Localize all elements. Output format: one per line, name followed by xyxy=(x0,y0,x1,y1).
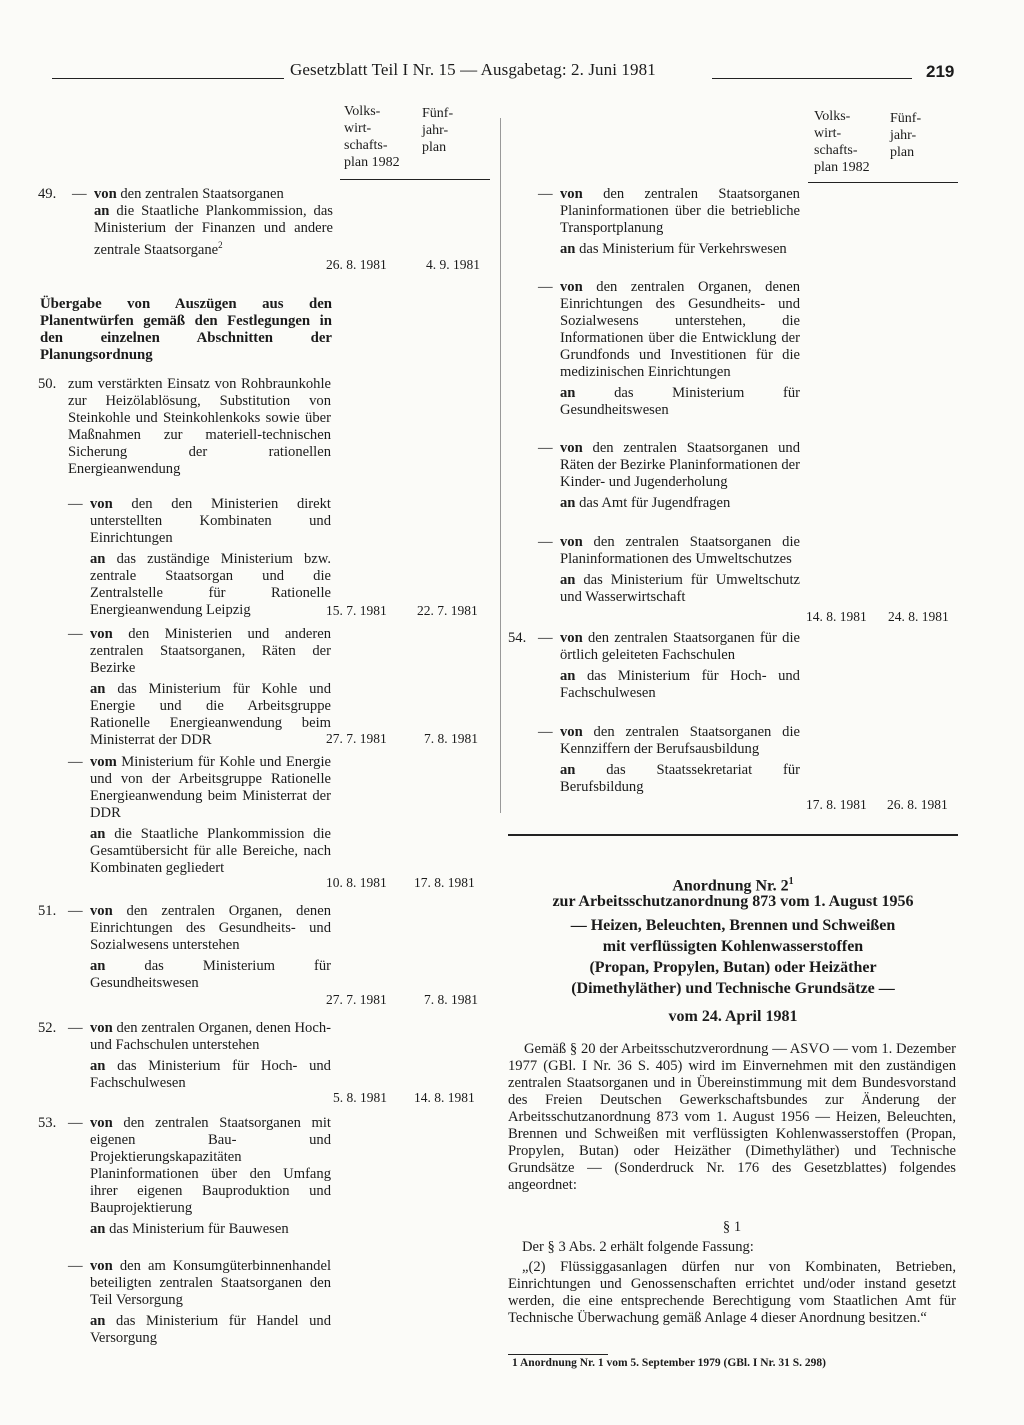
entry-50-sub-2: — von den Ministerien und anderen zentralen Staatsorganen, Räten der Bezirke an das Ministerium für Kohle und Energie und die Arbeitsgruppe Rationelle Energieanwendung beim Ministerrat der DDR xyxy=(68,626,332,748)
ordinance-date: vom 24. April 1981 xyxy=(668,1008,798,1025)
entry-53-sub-5: — von den zentralen Staatsorganen und Räten der Bezirke Planinformationen der Kinder- und Jugenderholung an das Amt für Jugendfragen xyxy=(538,440,800,511)
page-header-title: Gesetzblatt Teil I Nr. 15 — Ausgabetag: 2. Juni 1981 xyxy=(290,60,656,79)
column-divider xyxy=(500,118,501,813)
ordinance-intro: Gemäß § 20 der Arbeitsschutzverordnung — ASVO — vom 1. Dezember 1977 (GBl. I Nr. 36 S. 405) wird im Einvernehmen mit den zuständigen zentralen Staatsorganen und in Übereinstimmung mit dem Bundesvorstand des Freien Deutschen Gewerkschaftsbundes zur Änderung der Arbeitsschutzanordnung 873 vom 1. August 1956 — Heizen, Beleuchten, Brennen und Schweißen mit verflüssigten Kohlenwasserstoffen (Propan, Propylen, Butan) oder Heizäther (Dimethyläther) und Technische Grundsätze — (Sonderdruck Nr. 176 des Gesetzblattes) folgendes angeordnet: xyxy=(508,1041,956,1193)
ordinance-title-6: (Dimethyläther) und Technische Grundsätze — xyxy=(571,980,895,997)
ordinance-title-1: Anordnung Nr. $2^1$ xyxy=(672,876,794,895)
amendment-text: „(2) Flüssiggasanlagen dürfen nur von Kombinaten, Betrieben, Einrichtungen und Genossenschaften errichtet und/oder instand gesetzt werden, die eine entsprechende Berechtigung vom Staatlichen Amt für Technische Überwachung gemäß Anlage 4 dieser Anordnung besitzen.“ xyxy=(508,1259,956,1326)
entry-53-sub-4: — von den zentralen Organen, denen Einrichtungen des Gesundheits- und Sozialwesens unterstehen, die Informationen über die Entwicklung der Grundfonds und Investitionen für die medizinischen Einrichtungen an das Ministerium für Gesundheitswesen xyxy=(538,279,800,418)
ordinance-title-2: zur Arbeitsschutzanordnung 873 vom 1. August 1956 xyxy=(552,893,914,910)
entry-54: 54. — von den zentralen Staatsorganen für die örtlich geleiteten Fachschulen an das Ministerium für Hoch- und Fachschulwesen xyxy=(508,630,800,701)
column-header-volkswirtschaftsplan: Volks- wirt- schafts- plan 1982 xyxy=(344,104,400,170)
ordinance-title-5: (Propan, Propylen, Butan) oder Heizäther xyxy=(589,959,877,976)
entry-53-sub-3: — von den zentralen Staatsorganen Planinformationen über die betriebliche Transportplanung an das Ministerium für Verkehrswesen xyxy=(538,186,800,257)
amendment-intro: Der § 3 Abs. 2 erhält folgende Fassung: xyxy=(522,1239,754,1255)
entry-52: 52. — von den zentralen Organen, denen Hoch- und Fachschulen unterstehen an das Ministerium für Hoch- und Fachschulwesen xyxy=(38,1020,331,1091)
column-header-rule-left xyxy=(340,179,490,180)
entry-53-sub-2: — von den am Konsumgüterbinnenhandel beteiligten zentralen Staatsorganen den Teil Versorgung an das Ministerium für Handel und Versorgung xyxy=(68,1258,331,1346)
entry-51: 51. — von den zentralen Organen, denen Einrichtungen des Gesundheits- und Sozialwesens unterstehen an das Ministerium für Gesundheitswesen xyxy=(38,903,331,991)
entry-53-sub-6: — von den zentralen Staatsorganen die Planinformationen des Umweltschutzes an das Ministerium für Umweltschutz und Wasserwirtschaft xyxy=(538,534,800,605)
page-number: 219 xyxy=(926,62,955,81)
paragraph-sign: § 1 xyxy=(722,1219,742,1235)
section-divider xyxy=(508,834,958,836)
entry-53: 53. — von den zentralen Staatsorganen mit eigenen Bau- und Projektierungskapazitäten Planinformationen über den Umfang ihrer eigenen Bauproduktion und Bauprojektierung an das Ministerium für Bauwesen xyxy=(38,1115,331,1237)
gazette-page: Gesetzblatt Teil I Nr. 15 — Ausgabetag: 2. Juni 1981 219 Volks- wirt- schafts- plan 1982 Fünf- jahr- plan Volks- wirt- schafts- plan 1982 Fünf- jahr- plan 49. — von den zentralen Staatsorganen an die Staatliche Plankommission, das Ministerium der Finanzen und andere zentrale Staatsorgane$^2$ 26. 8. 1981 4. 9. 1981 Übergabe von Auszügen aus den Planentwürfen gemäß den Festlegungen in den einzelnen Abschnitten der Planungsordnung 50. zum verstärkten Einsatz von Rohbraunkohle zur Heizölablösung, Substitution von Steinkohle und Steinkohlenkoks sowie über Maßnahmen zur materiell-technischen Sicherung der rationellen Energieanwendung — von den den Ministerien direkt unterstellten Kombinaten und Einrichtungen an das zuständige Ministerium bzw. zentrale Staatsorgan und die Zentralstelle für Rationelle Energieanwendung Leipzig 15. 7. 1981 22. 7. 1981 — von den Ministerien und anderen zentralen Staatsorganen, Räten der Bezirke an das Ministerium für Kohle und Energie und die Arbeitsgruppe Rationelle Energieanwendung beim Ministerrat der DDR 27. 7. 1981 7. 8. 1981 — vom Ministerium für Kohle und Energie und von der Arbeitsgruppe Rationelle Energieanwendung beim Ministerrat der DDR an die Staatliche Plankommission die Gesamtübersicht für alle Bereiche, nach Kombinaten gegliedert 10. 8. 1981 17. 8. 1981 51. — von den zentralen Organen, denen Einrichtungen des Gesundheits- und Sozialwesens unterstehen an das Ministerium für Gesundheitswesen 27. 7. 1981 7. 8. 1981 52. — von den zentralen Organen, denen Hoch- und Fachschulen unterstehen an das Ministerium für Hoch- und Fachschulwesen 5. 8. 1981 14. 8. 1981 53. — von den zentralen Staatsorganen mit eigenen Bau- und Projektierungskapazitäten Planinformationen über den Umfang ihrer eigenen Bauproduktion und Bauprojektierung an das Ministerium für Bauwesen — von den am Konsumgüterbinnenhandel beteiligten zentralen Staatsorganen den Teil Versorgung an das Ministerium für Handel und Versorgung — von den zentralen Staatsorganen Planinformationen über die betriebliche Transportplanung an das Ministerium für Verkehrswesen — von den zentralen Organen, denen Einrichtungen des Gesundheits- und Sozialwesens unterstehen, die Informationen über die Entwicklung der Grundfonds und Investitionen für die medizinischen Einrichtungen an das Ministerium für Gesundheitswesen — von den zentralen Staatsorganen und Räten der Bezirke Planinformationen der Kinder- und Jugenderholung an das Amt für Jugendfragen — von den zentralen Staatsorganen die Planinformationen des Umweltschutzes an das Ministerium für Umweltschutz und Wasserwirtschaft 14. 8. 1981 24. 8. 1981 54. — von den zentralen Staatsorganen für die örtlich geleiteten Fachschulen an das Ministerium für Hoch- und Fachschulwesen — von den zentralen Staatsorganen die Kennziffern der Berufsausbildung an das Staatssekretariat für Berufsbildung 17. 8. 1981 26. 8. 1981 Anordnung Nr. $2^1$ zur Arbeitsschutzanordnung 873 vom 1. August 1956 — Heizen, Beleuchten, Brennen und Schweißen mit verflüssigten Kohlenwasserstoffen (Propan, Propylen, Butan) oder Heizäther (Dimethyläther) und Technische Grundsätze — vom 24. April 1981 Gemäß § 20 der Arbeitsschutzverordnung — ASVO — vom 1. Dezember 1977 (GBl. I Nr. 36 S. 405) wird im Einvernehmen mit den zuständigen zentralen Staatsorganen und in Übereinstimmung mit dem Bundesvorstand des Freien Deutschen Gewerkschaftsbundes zur Änderung der Arbeitsschutzanordnung 873 vom 1. August 1956 — Heizen, Beleuchten, Brennen und Schweißen mit verflüssigten Kohlenwasserstoffen (Propan, Propylen, Butan) oder Heizäther (Dimethyläther) und Technische Grundsätze — (Sonderdruck Nr. 176 des Gesetzblattes) folgendes angeordnet: § 1 Der § 3 Abs. 2 erhält folgende Fassung: „(2) Flüssiggasanlagen dürfen nur von Kombinaten, Betrieben, Einrichtungen und Genossenschaften errichtet und/oder instand gesetzt werden, die eine entsprechende Berechtigung vom Staatlichen Amt für Technische Überwachung gemäß Anlage 4 dieser Anordnung besitzen.“ 1 Anordnung Nr. 1 vom 5. September 1979 (GBl. I Nr. 31 S. 298) xyxy=(0,0,1024,1425)
von-line: von den zentralen Staatsorganen xyxy=(94,186,284,202)
header-rule-right xyxy=(712,78,912,79)
an-line: an die Staatliche Plankommission, das Ministerium der Finanzen und andere zentrale Staatsorgane$^2$ xyxy=(94,203,333,258)
header-rule-left xyxy=(52,78,284,79)
entry-50-sub-3: — vom Ministerium für Kohle und Energie und von der Arbeitsgruppe Rationelle Energieanwendung beim Ministerrat der DDR an die Staatliche Plankommission die Gesamtübersicht für alle Bereiche, nach Kombinaten gegliedert xyxy=(68,754,331,876)
entry-number: 50. xyxy=(38,376,57,392)
column-header-volkswirtschaftsplan-right: Volks- wirt- schafts- plan 1982 xyxy=(814,109,870,175)
ordinance-title-3: — Heizen, Beleuchten, Brennen und Schweißen xyxy=(570,917,896,934)
dash-marker: — xyxy=(72,186,87,202)
section-heading: Übergabe von Auszügen aus den Planentwürfen gemäß den Festlegungen in den einzelnen Abschnitten der Planungsordnung xyxy=(40,296,332,363)
column-header-rule-right xyxy=(808,182,958,183)
footnote: 1 Anordnung Nr. 1 vom 5. September 1979 (GBl. I Nr. 31 S. 298) xyxy=(512,1357,826,1369)
entry-54-sub-2: — von den zentralen Staatsorganen die Kennziffern der Berufsausbildung an das Staatssekretariat für Berufsbildung xyxy=(538,724,800,795)
entry-number: 49. xyxy=(38,186,57,202)
entry-50-intro: zum verstärkten Einsatz von Rohbraunkohle zur Heizölablösung, Substitution von Steinkohle und Steinkohlenkoks sowie über Maßnahmen zur materiell-technischen Sicherung der rationellen Energieanwendung xyxy=(68,376,331,477)
entry-50 xyxy=(38,376,331,478)
ordinance-title-4: mit verflüssigten Kohlenwasserstoffen xyxy=(602,938,864,955)
footnote-rule xyxy=(508,1354,608,1355)
column-header-fuenfjahrplan: Fünf- jahr- plan xyxy=(422,106,454,155)
column-header-fuenfjahrplan-right: Fünf- jahr- plan xyxy=(890,111,922,160)
entry-50-sub-1: — von den den Ministerien direkt unterstellten Kombinaten und Einrichtungen an das zuständige Ministerium bzw. zentrale Staatsorgan und die Zentralstelle für Rationelle Energieanwendung Leipzig xyxy=(68,496,331,618)
entry-49 xyxy=(38,186,333,259)
